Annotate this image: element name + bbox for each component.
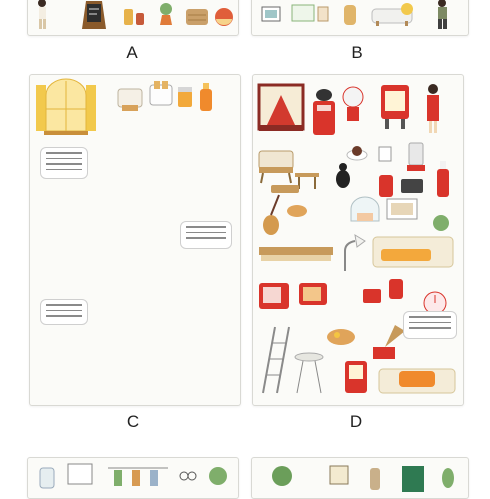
woman-sticker [427, 84, 439, 133]
speech-bubble [403, 311, 457, 339]
herb-rack-sticker [108, 468, 168, 486]
gramophone-sticker [373, 325, 405, 359]
plant-pot-sticker [160, 3, 172, 25]
sheet-d-stickers [253, 75, 463, 405]
photo-card-sticker [387, 199, 417, 219]
panel-label-c: C [126, 412, 140, 431]
speech-bubble [40, 147, 88, 179]
sheet-b-stickers [252, 0, 468, 35]
panel-label-a: A [126, 43, 138, 62]
red-oven-sticker [259, 283, 289, 309]
stool-sticker [271, 185, 299, 193]
sheet-a-stickers [28, 0, 238, 35]
bread-box-sticker [118, 89, 142, 111]
girl-sticker [38, 0, 46, 29]
sofa-sticker [372, 3, 413, 26]
card-sticker [68, 464, 92, 484]
man-sticker [438, 0, 447, 29]
jar-sticker [40, 468, 54, 488]
coffee-cup-sticker [347, 146, 367, 160]
vending-machine-sticker [345, 361, 367, 393]
desk-lamp-sticker [345, 235, 365, 271]
sticker-sheet-c [29, 74, 241, 406]
speech-bubble [180, 221, 232, 249]
cake-dome-sticker [351, 197, 379, 221]
sticker-sheet-f [251, 457, 469, 499]
armchair-sticker [259, 151, 293, 183]
hanging-plant-sticker [433, 215, 449, 231]
ladder-sticker [263, 327, 289, 393]
sofa-orange-sticker [373, 237, 453, 267]
window-sticker [36, 79, 96, 135]
bowl-sticker [215, 8, 233, 26]
plant-sticker [209, 467, 227, 485]
green-plant-sticker [272, 466, 292, 486]
speech-bubble [40, 299, 88, 325]
window-tent-sticker [259, 85, 303, 131]
scissors-sticker [180, 472, 196, 480]
bread-basket-sticker [287, 205, 307, 217]
guitar-sticker [263, 195, 279, 235]
grill-sticker [401, 179, 423, 193]
jars-sticker [124, 9, 144, 25]
bottle-sticker [370, 468, 380, 490]
sticker-sheet-b [251, 0, 469, 36]
small-frame-sticker [379, 147, 391, 161]
post-box-sticker [313, 89, 335, 135]
red-thermos-sticker [379, 175, 393, 197]
jam-jar-sticker [178, 87, 192, 107]
gumball-machine-sticker [343, 87, 363, 121]
cat-black-sticker [336, 163, 350, 188]
toaster-sticker [150, 81, 172, 105]
round-table-sticker [295, 353, 323, 393]
frame-sticker [262, 7, 280, 21]
sauce-bottle-sticker [437, 161, 449, 197]
orange-sofa-sticker [379, 369, 455, 393]
blender-sticker [407, 143, 425, 171]
photo-cards-sticker [292, 5, 328, 21]
basket-sticker [186, 9, 208, 25]
sheet-f-stickers [252, 458, 468, 498]
leaf-sticker [442, 468, 454, 488]
radio-sticker [363, 289, 381, 303]
food-plates-sticker [327, 329, 355, 345]
sticker-sheet-d [252, 74, 464, 406]
chalkboard-sign-sticker [82, 1, 106, 29]
red-jar-sticker [389, 279, 403, 299]
sticker-sheet-a [27, 0, 239, 36]
warning-sign-sticker [330, 466, 348, 484]
sheet-e-stickers [28, 458, 238, 498]
bread-sticker [344, 5, 356, 25]
tv-sticker [299, 283, 327, 305]
sticker-sheet-e [27, 457, 239, 499]
panel-label-b: B [351, 43, 363, 62]
juice-bottle-sticker [200, 83, 212, 111]
popcorn-machine-sticker [381, 85, 409, 129]
long-table-sticker [259, 247, 333, 261]
green-card-sticker [402, 466, 424, 492]
panel-label-d: D [349, 412, 363, 431]
